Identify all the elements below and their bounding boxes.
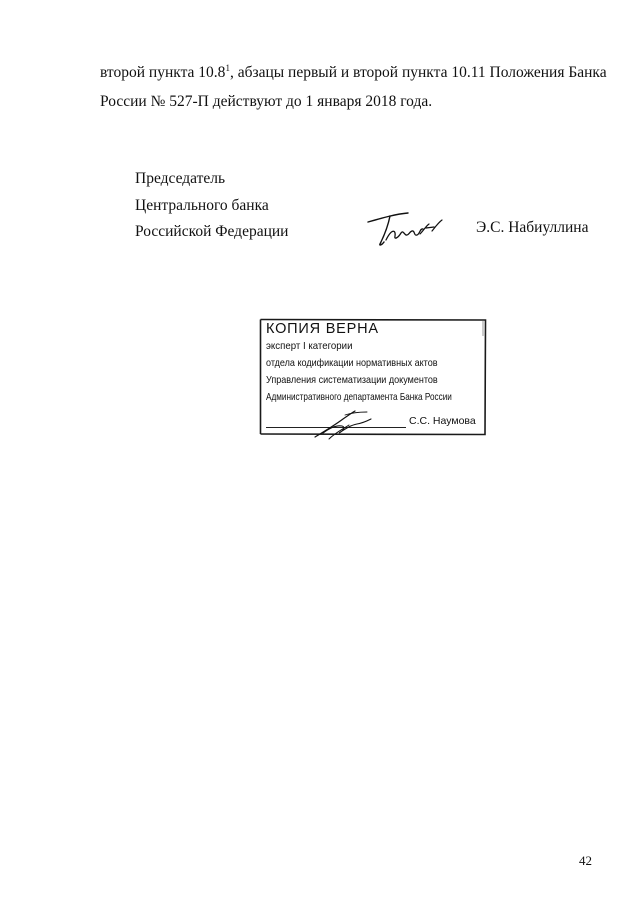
signatory-title-line-2: Центрального банка: [135, 196, 269, 214]
certified-copy-stamp: [259, 318, 487, 436]
footnote-superscript: 1: [225, 62, 230, 73]
paragraph-line-1: [100, 58, 607, 87]
handwritten-signature: [362, 200, 452, 250]
stamp-handwritten-signature: [309, 403, 379, 441]
stamp-line-2: отдела кодификации нормативных актов: [266, 357, 438, 369]
line1-text-start: второй пункта 10.8: [100, 64, 226, 81]
stamp-line-4: Административного департамента Банка России: [266, 391, 452, 403]
stamp-line-3: Управления систематизации документов: [266, 374, 438, 386]
signatory-name: Э.С. Набиуллина: [476, 219, 589, 236]
signatory-title-line-1: Председатель: [135, 170, 226, 187]
body-paragraph: [100, 58, 607, 116]
paragraph-line-2: России № 527-П действуют до 1 января 2018 года.: [100, 93, 433, 110]
line1-text-end: , абзацы первый и второй пункта 10.11 Положения Банка: [229, 64, 607, 81]
stamp-line-1: эксперт I категории: [266, 340, 353, 352]
signatory-title: [135, 166, 288, 246]
page-number: 42: [579, 853, 592, 868]
stamp-signer-name: С.С. Наумова: [409, 415, 476, 427]
stamp-title: КОПИЯ ВЕРНА: [266, 321, 379, 337]
signatory-title-line-3: Российской Федерации: [135, 223, 289, 240]
